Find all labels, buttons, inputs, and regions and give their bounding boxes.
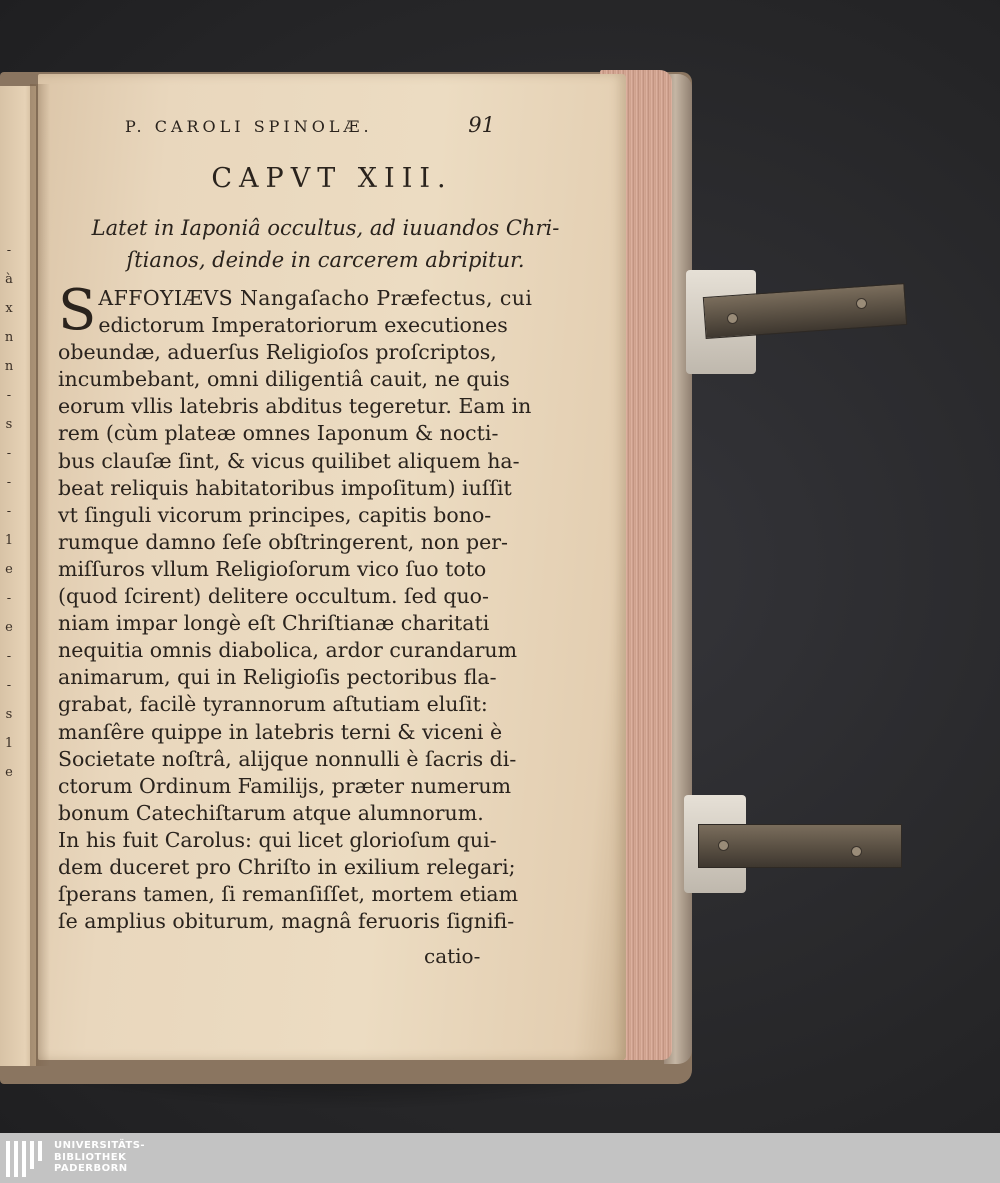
body-line: grabat, facilè tyrannorum aſtutiam eluſit: <box>58 692 488 717</box>
clasp-rivet <box>856 298 867 309</box>
clasp-rivet <box>851 846 862 857</box>
body-line: dem duceret pro Chriſto in exilium relegari; <box>58 854 516 879</box>
left-page-letter: x <box>5 301 13 316</box>
body-line: nequitia omnis diabolica, ardor curandarum <box>58 638 518 663</box>
left-page-letter: e <box>5 562 13 577</box>
left-page-letter: e <box>5 765 13 780</box>
chapter-title: CAPVT XIII. <box>211 163 453 194</box>
body-line: AFFOYIÆVS Nangaſacho Præfectus, cui <box>98 286 533 310</box>
footer-bar <box>0 1133 1000 1183</box>
subtitle-line: ſtianos, deinde in carcerem abripitur. <box>126 248 525 272</box>
body-line: eorum vllis latebris abditus tegeretur. Eam in <box>58 394 532 419</box>
library-bars-icon <box>6 1141 48 1177</box>
left-page-letter: - <box>6 388 12 403</box>
left-page-letters <box>2 236 16 787</box>
left-page-letter: 1 <box>4 736 14 751</box>
body-line: edictorum Imperatoriorum executiones <box>98 313 508 338</box>
left-page-letter: - <box>6 649 12 664</box>
clasp-rivet <box>727 313 738 324</box>
body-line: niam impar longè eſt Chriſtianæ charitati <box>58 611 490 636</box>
page-number: 91 <box>468 113 495 137</box>
body-line: rem (cùm plateæ omnes Iaponum & nocti- <box>58 421 499 446</box>
body-line: In his fuit Carolus: qui licet glorioſum qui- <box>58 827 497 852</box>
left-page-letter: 1 <box>4 533 14 548</box>
body-line: ſe amplius obiturum, magnâ feruoris ſignifi- <box>58 909 515 934</box>
left-page-letter: - <box>6 446 12 461</box>
left-page-letter: s <box>5 417 13 432</box>
gutter-shadow <box>30 84 50 1066</box>
body-line: rumque damno ſeſe obſtringerent, non per- <box>58 529 508 554</box>
body-line: beat reliquis habitatoribus impoſitum) iuſſit <box>58 475 512 500</box>
drop-cap: S <box>58 278 97 343</box>
library-logo-text <box>54 1140 145 1175</box>
left-page-letter: à <box>5 272 13 287</box>
left-page-letter: - <box>6 475 12 490</box>
logo-line: BIBLIOTHEK <box>54 1151 127 1163</box>
left-page-letter: n <box>4 330 14 345</box>
body-line: miſſuros vllum Religioſorum vico ſuo toto <box>58 556 487 581</box>
body-line: manſêre quippe in latebris terni & viceni è <box>58 719 503 744</box>
left-page-letter: e <box>5 620 13 635</box>
body-line: vt ſinguli vicorum principes, capitis bono- <box>58 502 492 527</box>
left-page-letter: - <box>6 243 12 258</box>
left-page-letter: n <box>4 359 14 374</box>
running-head <box>125 113 495 137</box>
logo-line: UNIVERSITÄTS- <box>54 1140 146 1151</box>
body-line: bonum Catechiſtarum atque alumnorum. <box>58 800 484 825</box>
left-page-letter: - <box>6 591 12 606</box>
body-line: (quod ſcirent) delitere occultum. ſed quo- <box>58 584 489 609</box>
logo-line: PADERBORN <box>54 1163 128 1174</box>
chapter-subtitle <box>58 212 593 276</box>
body-line: ſperans tamen, ſi remanſiſſet, mortem etiam <box>58 882 519 907</box>
body-line: animarum, qui in Religioſis pectoribus fla- <box>58 665 497 690</box>
body-line: incumbebant, omni diligentiâ cauit, ne quis <box>58 367 510 392</box>
catchword: catio- <box>424 944 481 968</box>
body-text <box>58 278 533 935</box>
left-page-letter: s <box>5 707 13 722</box>
body-line: obeundæ, aduerſus Religioſos proſcriptos, <box>58 340 497 365</box>
subtitle-line: Latet in Iaponiâ occultus, ad iuuandos Chri- <box>91 216 560 240</box>
body-line: ctorum Ordinum Familijs, præter numerum <box>58 773 512 798</box>
running-head-title: P. CAROLI SPINOLÆ. <box>125 117 373 136</box>
body-line: Societate noſtrâ, alijque nonnulli è ſacris di- <box>58 746 517 771</box>
clasp-rivet <box>718 840 729 851</box>
body-line: bus clauſæ ſint, & vicus quilibet aliquem ha- <box>58 448 520 473</box>
left-page-letter: - <box>6 504 12 519</box>
left-page-letter: - <box>6 678 12 693</box>
